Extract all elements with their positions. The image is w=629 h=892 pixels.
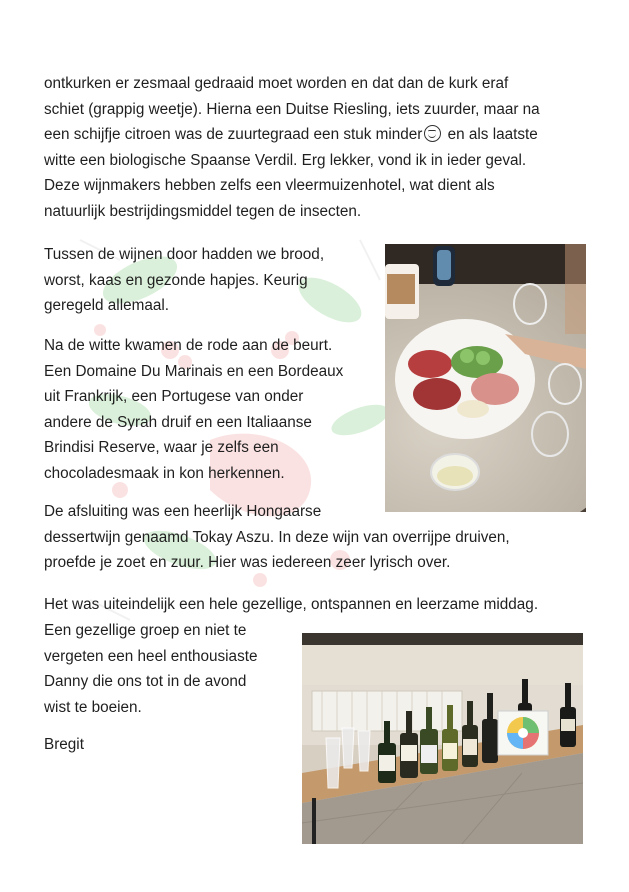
paragraph-wine-tasting-whites — [44, 71, 594, 224]
text-line: ontkurken er zesmaal gedraaid moet worden en dat dan de kurk eraf — [44, 75, 509, 92]
text-line: wist te boeien. — [44, 698, 142, 716]
paragraph-closing-first-line — [44, 592, 604, 618]
text-line: chocoladesmaak in kon herkennen. — [44, 464, 285, 482]
snack-plate-image — [385, 244, 586, 512]
signature — [44, 732, 244, 758]
text-line: Na de witte kwamen de rode aan de beurt. — [44, 337, 333, 354]
text-line: Deze wijnmakers hebben zelfs een vleermuizenhotel, wat dient als — [44, 177, 495, 194]
text-line: Brindisi Reserve, waar je zelfs een — [44, 439, 279, 456]
text-line: andere de Syrah druif en een Italiaanse — [44, 413, 312, 431]
text-line: natuurlijk bestrijdingsmiddel tegen de insecten. — [44, 202, 362, 220]
text-line: proefde je zoet en zuur. Hier was iedereen zeer lyrisch over. — [44, 554, 451, 571]
text-line: Het was uiteindelijk een hele gezellige, ontspannen en leerzame middag. — [44, 596, 539, 613]
wine-bottles-image — [302, 633, 583, 844]
text-fragment: een schijfje citroen was de zuurtegraad een stuk minder — [44, 126, 423, 143]
photo-snack-plate — [385, 244, 586, 512]
paragraph-closing — [44, 618, 294, 720]
text-line: Danny die ons tot in de avond — [44, 673, 247, 690]
text-line: schiet (grappig weetje). Hierna een Duitse Riesling, iets zuurder, maar na — [44, 100, 540, 118]
text-line: De afsluiting was een heerlijk Hongaarse — [44, 503, 322, 520]
paragraph-red-wines — [44, 333, 374, 486]
text-line: uit Frankrijk, een Portugese van onder — [44, 388, 304, 405]
text-line: Een gezellige groep en niet te — [44, 622, 247, 639]
text-line: geregeld allemaal. — [44, 297, 170, 314]
signature-name: Bregit — [44, 736, 84, 753]
smiley-icon — [424, 125, 441, 142]
paragraph-snacks — [44, 242, 374, 319]
text-fragment: en als laatste — [447, 126, 538, 143]
text-line — [44, 122, 594, 148]
text-line: worst, kaas en gezonde hapjes. Keurig — [44, 271, 308, 289]
photo-wine-bottles — [302, 633, 583, 844]
text-line: vergeten een heel enthousiaste — [44, 647, 258, 665]
text-line: Tussen de wijnen door hadden we brood, — [44, 246, 325, 263]
text-line: dessertwijn genaamd Tokay Aszu. In deze wijn van overrijpe druiven, — [44, 528, 510, 546]
text-line: Een Domaine Du Marinais en een Bordeaux — [44, 362, 344, 380]
text-line: witte een biologische Spaanse Verdil. Erg lekker, vond ik in ieder geval. — [44, 151, 527, 169]
